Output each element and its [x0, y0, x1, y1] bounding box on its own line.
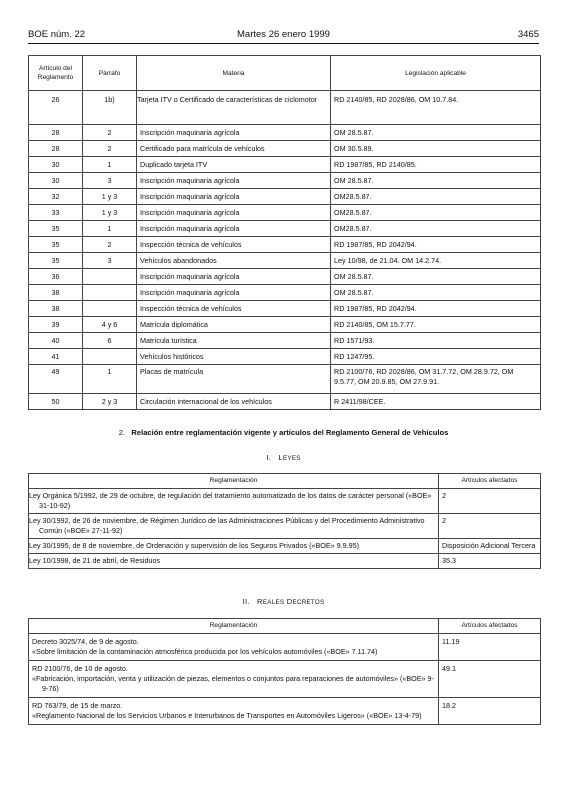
articulo-cell: 38	[29, 285, 83, 301]
articulo-cell: 41	[29, 349, 83, 365]
table-row	[29, 661, 541, 698]
articulo-cell: 30	[29, 173, 83, 189]
subheading-leyes: I. LEYES	[266, 453, 301, 462]
materia-cell: Inscripción maquinaria agrícola	[137, 205, 331, 221]
page-header	[28, 28, 539, 42]
reglamentacion-cell: Ley 30/1995, de 8 de noviembre, de Ordenación y supervisión de los Seguros Privados («BOE» 9.9.95)	[29, 539, 439, 554]
header-reglamentacion: Reglamentación	[29, 474, 439, 489]
header-rule	[28, 43, 539, 44]
decree-reference: RD 763/79, de 15 de marzo.	[32, 701, 123, 710]
table-row	[29, 634, 541, 661]
legislacion-cell: Ley 10/98, de 21.04. OM 14.2.74.	[331, 253, 541, 269]
decree-reference: Decreto 3025/74, de 9 de agosto.	[32, 637, 139, 646]
table-row	[29, 157, 541, 173]
reglamentacion-cell: Ley 30/1992, de 26 de noviembre, de Régimen Jurídico de las Administraciones Públicas y del Procedimiento Administrativo Común («BOE» 27-11-92)	[29, 514, 439, 539]
legislacion-cell: OM 28.5.87.	[331, 173, 541, 189]
legislacion-cell: OM28.5.87.	[331, 205, 541, 221]
table-row	[29, 349, 541, 365]
table-row	[29, 554, 541, 569]
table-header-row	[29, 56, 541, 91]
decree-title: «Fabricación, importación, venta y utilización de piezas, elementos o conjuntos para reparaciones de automóviles» («BOE» 9-9-76)	[32, 674, 434, 693]
header-articulo: Artículo del Reglamento	[29, 56, 83, 91]
parrafo-cell: 1b)	[83, 91, 137, 125]
legislacion-cell: RD 1571/93.	[331, 333, 541, 349]
materia-cell: Inscripción maquinaria agrícola	[137, 269, 331, 285]
parrafo-cell	[83, 349, 137, 365]
table-row	[29, 221, 541, 237]
page-number: 3465	[517, 29, 539, 40]
journal-issue: BOE núm. 22	[28, 29, 86, 40]
parrafo-cell: 1 y 3	[83, 189, 137, 205]
articulos-cell: 49.1	[439, 661, 541, 698]
materia-cell: Inscripción maquinaria agrícola	[137, 125, 331, 141]
articulos-cell: 2	[439, 514, 541, 539]
table-header-row	[29, 619, 541, 634]
reglamentacion-cell	[29, 698, 439, 725]
legislacion-cell: RD 1247/95.	[331, 349, 541, 365]
articulo-cell: 28	[29, 125, 83, 141]
table-row	[29, 489, 541, 514]
decree-title: «Reglamento Nacional de los Servicios Urbanos e Interurbanos de Transportes en Automóviles Ligeros» («BOE» 13-4-79)	[32, 711, 422, 720]
legislacion-cell: R 2411/98/CEE.	[331, 394, 541, 410]
decretos-table	[28, 618, 541, 725]
legislacion-cell: RD 1987/85, RD 2042/94.	[331, 301, 541, 317]
header-legislacion: Legislación aplicable	[331, 56, 541, 91]
header-articulos-afectados: Artículos afectados	[439, 619, 541, 634]
parrafo-cell: 2	[83, 141, 137, 157]
materia-cell: Matrícula turística	[137, 333, 331, 349]
legislacion-cell: RD 1987/85, RD 2042/94.	[331, 237, 541, 253]
materia-cell: Inspección técnica de vehículos	[137, 301, 331, 317]
legislacion-cell: OM 30.5.89.	[331, 141, 541, 157]
table-row	[29, 253, 541, 269]
legislacion-cell: OM28.5.87.	[331, 189, 541, 205]
materia-cell: Placas de matrícula	[137, 365, 331, 394]
section-number: 2.	[118, 428, 126, 437]
legislacion-cell: OM28.5.87.	[331, 221, 541, 237]
section-heading: Relación entre reglamentación vigente y artículos del Reglamento General de Vehículos	[131, 428, 449, 437]
legislacion-cell: OM 28.5.87.	[331, 285, 541, 301]
parrafo-cell: 3	[83, 253, 137, 269]
reglamentacion-cell: Ley 10/1998, de 21 de abril, de Residuos	[29, 554, 439, 569]
reglamentacion-cell	[29, 661, 439, 698]
legislacion-cell: RD 2140/85, RD 2028/86, OM 10.7.84.	[331, 91, 541, 125]
articulo-cell: 33	[29, 205, 83, 221]
materia-cell: Inscripción maquinaria agrícola	[137, 221, 331, 237]
articulos-cell: 2	[439, 489, 541, 514]
articulo-cell: 36	[29, 269, 83, 285]
materia-cell: Inscripción maquinaria agrícola	[137, 173, 331, 189]
articulo-cell: 35	[29, 237, 83, 253]
header-reglamentacion: Reglamentación	[29, 619, 439, 634]
materia-cell: Matrícula diplomática	[137, 317, 331, 333]
decree-reference: RD 2100/76, de 10 de agosto.	[32, 664, 128, 673]
header-parrafo: Párrafo	[83, 56, 137, 91]
materia-cell: Vehículos abandonados	[137, 253, 331, 269]
articulos-cell: 35.3	[439, 554, 541, 569]
legislacion-cell: RD 2100/76, RD 2028/86, OM 31.7.72, OM 28.9.72, OM 9.5.77, OM 20.9.85, OM 27.9.91.	[331, 365, 541, 394]
reglamentacion-cell	[29, 634, 439, 661]
table-row	[29, 141, 541, 157]
legislacion-cell: RD 1987/85, RD 2140/85.	[331, 157, 541, 173]
articulos-cell: 18.2	[439, 698, 541, 725]
legislacion-cell: OM 28.5.87.	[331, 125, 541, 141]
parrafo-cell: 3	[83, 173, 137, 189]
table-row	[29, 317, 541, 333]
table-row	[29, 205, 541, 221]
materia-cell: Duplicado tarjeta ITV	[137, 157, 331, 173]
articulo-cell: 35	[29, 221, 83, 237]
articulos-cell: 11.19	[439, 634, 541, 661]
table-row	[29, 394, 541, 410]
articulo-cell: 38	[29, 301, 83, 317]
table-header-row	[29, 474, 541, 489]
articulo-cell: 49	[29, 365, 83, 394]
issue-date: Martes 26 enero 1999	[237, 29, 330, 40]
table-row	[29, 173, 541, 189]
articulos-cell: Disposición Adicional Tercera	[439, 539, 541, 554]
parrafo-cell: 1	[83, 365, 137, 394]
materia-cell: Certificado para matrícula de vehículos	[137, 141, 331, 157]
materia-cell: Circulación internacional de los vehículos	[137, 394, 331, 410]
parrafo-cell	[83, 301, 137, 317]
table-row	[29, 514, 541, 539]
articulo-cell: 32	[29, 189, 83, 205]
parrafo-cell: 6	[83, 333, 137, 349]
materia-cell: Inscripción maquinaria agrícola	[137, 189, 331, 205]
section-2-title	[28, 428, 539, 437]
parrafo-cell: 2	[83, 237, 137, 253]
articulo-cell: 50	[29, 394, 83, 410]
materia-cell: Tarjeta ITV o Certificado de características de ciclomotor	[137, 91, 331, 125]
articulo-cell: 35	[29, 253, 83, 269]
table-row	[29, 539, 541, 554]
legislation-table	[28, 55, 541, 410]
subheading-reales-decretos: II. REALES DECRETOS	[242, 597, 325, 606]
leyes-table	[28, 473, 541, 569]
parrafo-cell: 4 y 6	[83, 317, 137, 333]
materia-cell: Inscripción maquinaria agrícola	[137, 285, 331, 301]
legislacion-cell: OM 28.5.87.	[331, 269, 541, 285]
articulo-cell: 30	[29, 157, 83, 173]
parrafo-cell: 2 y 3	[83, 394, 137, 410]
table-row	[29, 285, 541, 301]
articulo-cell: 26	[29, 91, 83, 125]
parrafo-cell: 1	[83, 157, 137, 173]
decree-title: «Sobre limitación de la contaminación atmosférica producida por los vehículos automóviles («BOE» 7.11.74)	[32, 647, 378, 656]
table-row	[29, 91, 541, 125]
legislacion-cell: RD 2140/85, OM 15.7.77.	[331, 317, 541, 333]
table-row	[29, 333, 541, 349]
parrafo-cell	[83, 285, 137, 301]
table-row	[29, 698, 541, 725]
parrafo-cell: 1 y 3	[83, 205, 137, 221]
reglamentacion-cell: Ley Orgánica 5/1992, de 29 de octubre, de regulación del tratamiento automatizado de los datos de carácter personal («BOE» 31-10-92)	[29, 489, 439, 514]
table-row	[29, 237, 541, 253]
header-materia: Materia	[137, 56, 331, 91]
materia-cell: Vehículos históricos	[137, 349, 331, 365]
articulo-cell: 40	[29, 333, 83, 349]
parrafo-cell: 1	[83, 221, 137, 237]
header-articulos-afectados: Artículos afectados	[439, 474, 541, 489]
parrafo-cell	[83, 269, 137, 285]
materia-cell: Inspección técnica de vehículos	[137, 237, 331, 253]
articulo-cell: 39	[29, 317, 83, 333]
parrafo-cell: 2	[83, 125, 137, 141]
table-row	[29, 365, 541, 394]
table-row	[29, 125, 541, 141]
table-row	[29, 269, 541, 285]
table-row	[29, 301, 541, 317]
articulo-cell: 28	[29, 141, 83, 157]
table-row	[29, 189, 541, 205]
